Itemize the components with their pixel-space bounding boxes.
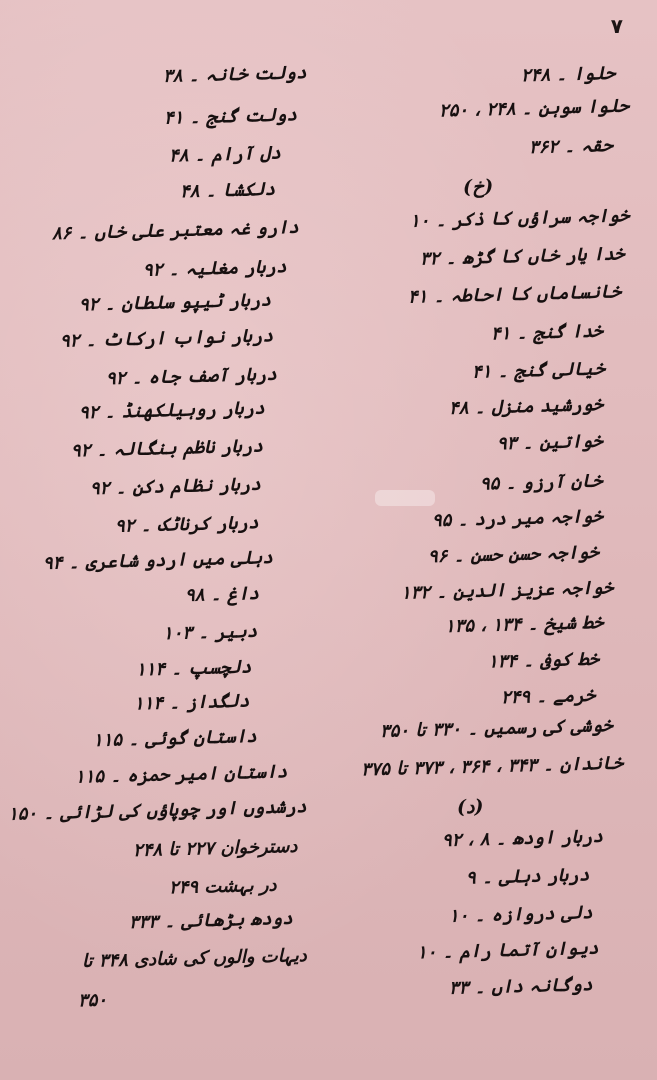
index-entry: دربار آصف جاہ ۔ ۹۲	[105, 363, 278, 390]
index-entry: دربار ناظم بنگالہ ۔ ۹۲	[70, 435, 264, 462]
index-entry: خورشید منزل ۔ ۴۸	[448, 393, 604, 420]
index-entry: دربار روہیلکھنڈ ۔ ۹۲	[78, 397, 266, 424]
paper-smudge	[375, 490, 435, 506]
index-entry: خواجہ سراؤں کا ذکر ۔ ۱۰	[409, 205, 630, 232]
index-entry: دربار نظام دکن ۔ ۹۲	[89, 473, 262, 500]
index-entry: خاندان ۔ ۳۴۳ ، ۳۶۴ ، ۳۷۳ تا ۳۷۵	[360, 752, 624, 781]
index-entry: خدا گنج ۔ ۴۱	[490, 320, 604, 345]
page-number: ۷	[610, 14, 623, 38]
index-entry: ۳۵۰	[77, 989, 108, 1012]
index-entry: خانساماں کا احاطہ ۔ ۴۱	[407, 281, 622, 308]
index-entry: داستان امیر حمزہ ۔ ۱۱۵	[74, 761, 288, 788]
index-entry: دربار نواب ارکاٹ ۔ ۹۲	[59, 325, 274, 352]
index-entry: دیہات والوں کی شادی ۳۴۸ تا	[81, 945, 308, 972]
index-entry: دولت گنج ۔ ۴۱	[163, 104, 298, 129]
index-entry: دربار ٹیپو سلطان ۔ ۹۲	[78, 289, 272, 316]
index-entry: داستان گوئی ۔ ۱۱۵	[92, 725, 258, 752]
index-entry: خیالی گنج ۔ ۴۱	[471, 358, 606, 383]
index-entry: دودھ بڑھائی ۔ ۳۳۳	[128, 907, 294, 934]
index-entry: دوگانہ داں ۔ ۳۳	[449, 974, 594, 999]
index-entry: درشدوں اور چوپاؤں کی لڑائی ۔ ۱۵۰	[8, 796, 308, 825]
index-entry: خرمے ۔ ۲۴۹	[500, 684, 596, 709]
index-entry: خدا یار خاں کا گڑھ ۔ ۳۲	[420, 243, 626, 270]
index-entry: حقہ ۔ ۳۶۲	[528, 134, 614, 159]
index-entry: دبیر ۔ ۱۰۳	[162, 620, 258, 645]
index-entry: دلچسپ ۔ ۱۱۴	[135, 656, 252, 681]
index-entry: دارو غہ معتبر علی خاں ۔ ۸۶	[51, 216, 300, 245]
index-entry: دربار مغلیہ ۔ ۹۲	[143, 256, 288, 281]
index-entry: دل آرام ۔ ۴۸	[168, 142, 282, 167]
index-entry: دلگداز ۔ ۱۱۴	[133, 690, 250, 715]
index-entry: حلوا ۔ ۲۴۸	[520, 62, 616, 87]
index-entry: حلوا سوہن ۔ ۲۴۸ ، ۲۵۰	[438, 95, 630, 122]
index-entry: دلی دروازہ ۔ ۱۰	[449, 902, 594, 927]
index-entry: دلکشا ۔ ۴۸	[179, 178, 276, 203]
index-entry: دسترخوان ۲۲۷ تا ۲۴۸	[132, 835, 298, 862]
index-entry: دیوان آتما رام ۔ ۱۰	[417, 937, 600, 964]
index-entry: دہلی میں اردو شاعری ۔ ۹۴	[42, 546, 274, 575]
index-entry: خواتین ۔ ۹۳	[497, 430, 604, 455]
index-entry: خوشی کی رسمیں ۔ ۳۳۰ تا ۳۵۰	[380, 714, 614, 743]
index-entry: خواجہ میر درد ۔ ۹۵	[431, 505, 604, 532]
index-entry: دربار کرناٹک ۔ ۹۲	[115, 512, 260, 537]
index-entry: در بہشت ۲۴۹	[169, 874, 278, 899]
index-entry: دولت خانہ ۔ ۳۸	[163, 62, 308, 87]
index-entry: خط شیخ ۔ ۱۳۴ ، ۱۳۵	[444, 611, 604, 638]
index-entry: خان آرزو ۔ ۹۵	[480, 470, 604, 495]
index-entry: دربار دہلی ۔ ۹	[465, 864, 590, 889]
index-entry: خواجہ عزیز الدین ۔ ۱۳۲	[400, 577, 614, 604]
index-entry: خواجہ حسن حسن ۔ ۹۶	[427, 541, 600, 568]
index-entry: خط کوفی ۔ ۱۳۴	[487, 648, 600, 673]
index-entry: داغ ۔ ۹۸	[184, 583, 260, 606]
index-entry: دربار اودھ ۔ ۸ ، ۹۲	[441, 825, 604, 852]
section-header: (خ)	[462, 175, 494, 199]
section-header: (د)	[456, 795, 484, 819]
